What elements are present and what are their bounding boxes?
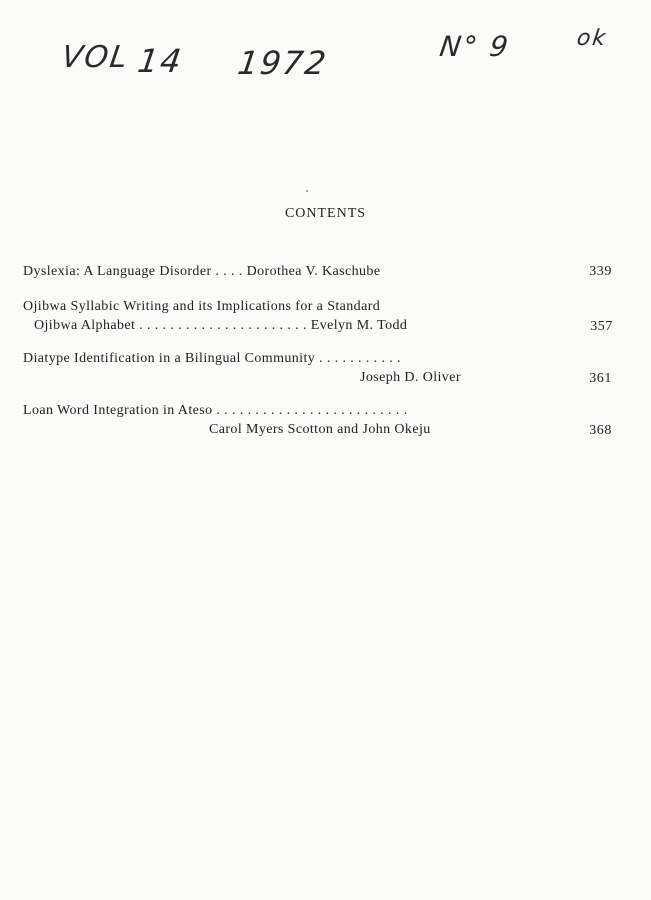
handwritten-year: 1972	[235, 44, 331, 82]
toc-entry-2-line-2: Ojibwa Alphabet . . . . . . . . . . . . . . . . . . . . . . Evelyn M. Todd	[34, 318, 408, 333]
handwritten-vol-number: 14	[135, 42, 186, 80]
toc-entry-4-page: 368	[589, 423, 612, 438]
toc-entry-2-page: 357	[590, 319, 613, 334]
handwritten-check-mark: ok	[575, 26, 609, 51]
toc-entry-1-page: 339	[589, 264, 612, 279]
contents-heading: CONTENTS	[284, 206, 367, 221]
toc-entry-3-line-2: Joseph D. Oliver	[360, 370, 461, 385]
scan-speck	[306, 190, 308, 192]
toc-entry-1-line-1: Dyslexia: A Language Disorder . . . . Dorothea V. Kaschube	[23, 264, 381, 279]
toc-entry-2-line-1: Ojibwa Syllabic Writing and its Implications for a Standard	[23, 299, 381, 314]
toc-entry-4-line-2: Carol Myers Scotton and John Okeju	[209, 422, 431, 437]
toc-entry-3-line-1: Diatype Identification in a Bilingual Community . . . . . . . . . . .	[23, 351, 401, 366]
handwritten-issue-number: N° 9	[437, 30, 512, 63]
toc-entry-4-line-1: Loan Word Integration in Ateso . . . . . . . . . . . . . . . . . . . . . . . . .	[23, 403, 408, 418]
toc-entry-3-page: 361	[589, 371, 612, 386]
handwritten-vol-label: VOL	[59, 40, 132, 75]
